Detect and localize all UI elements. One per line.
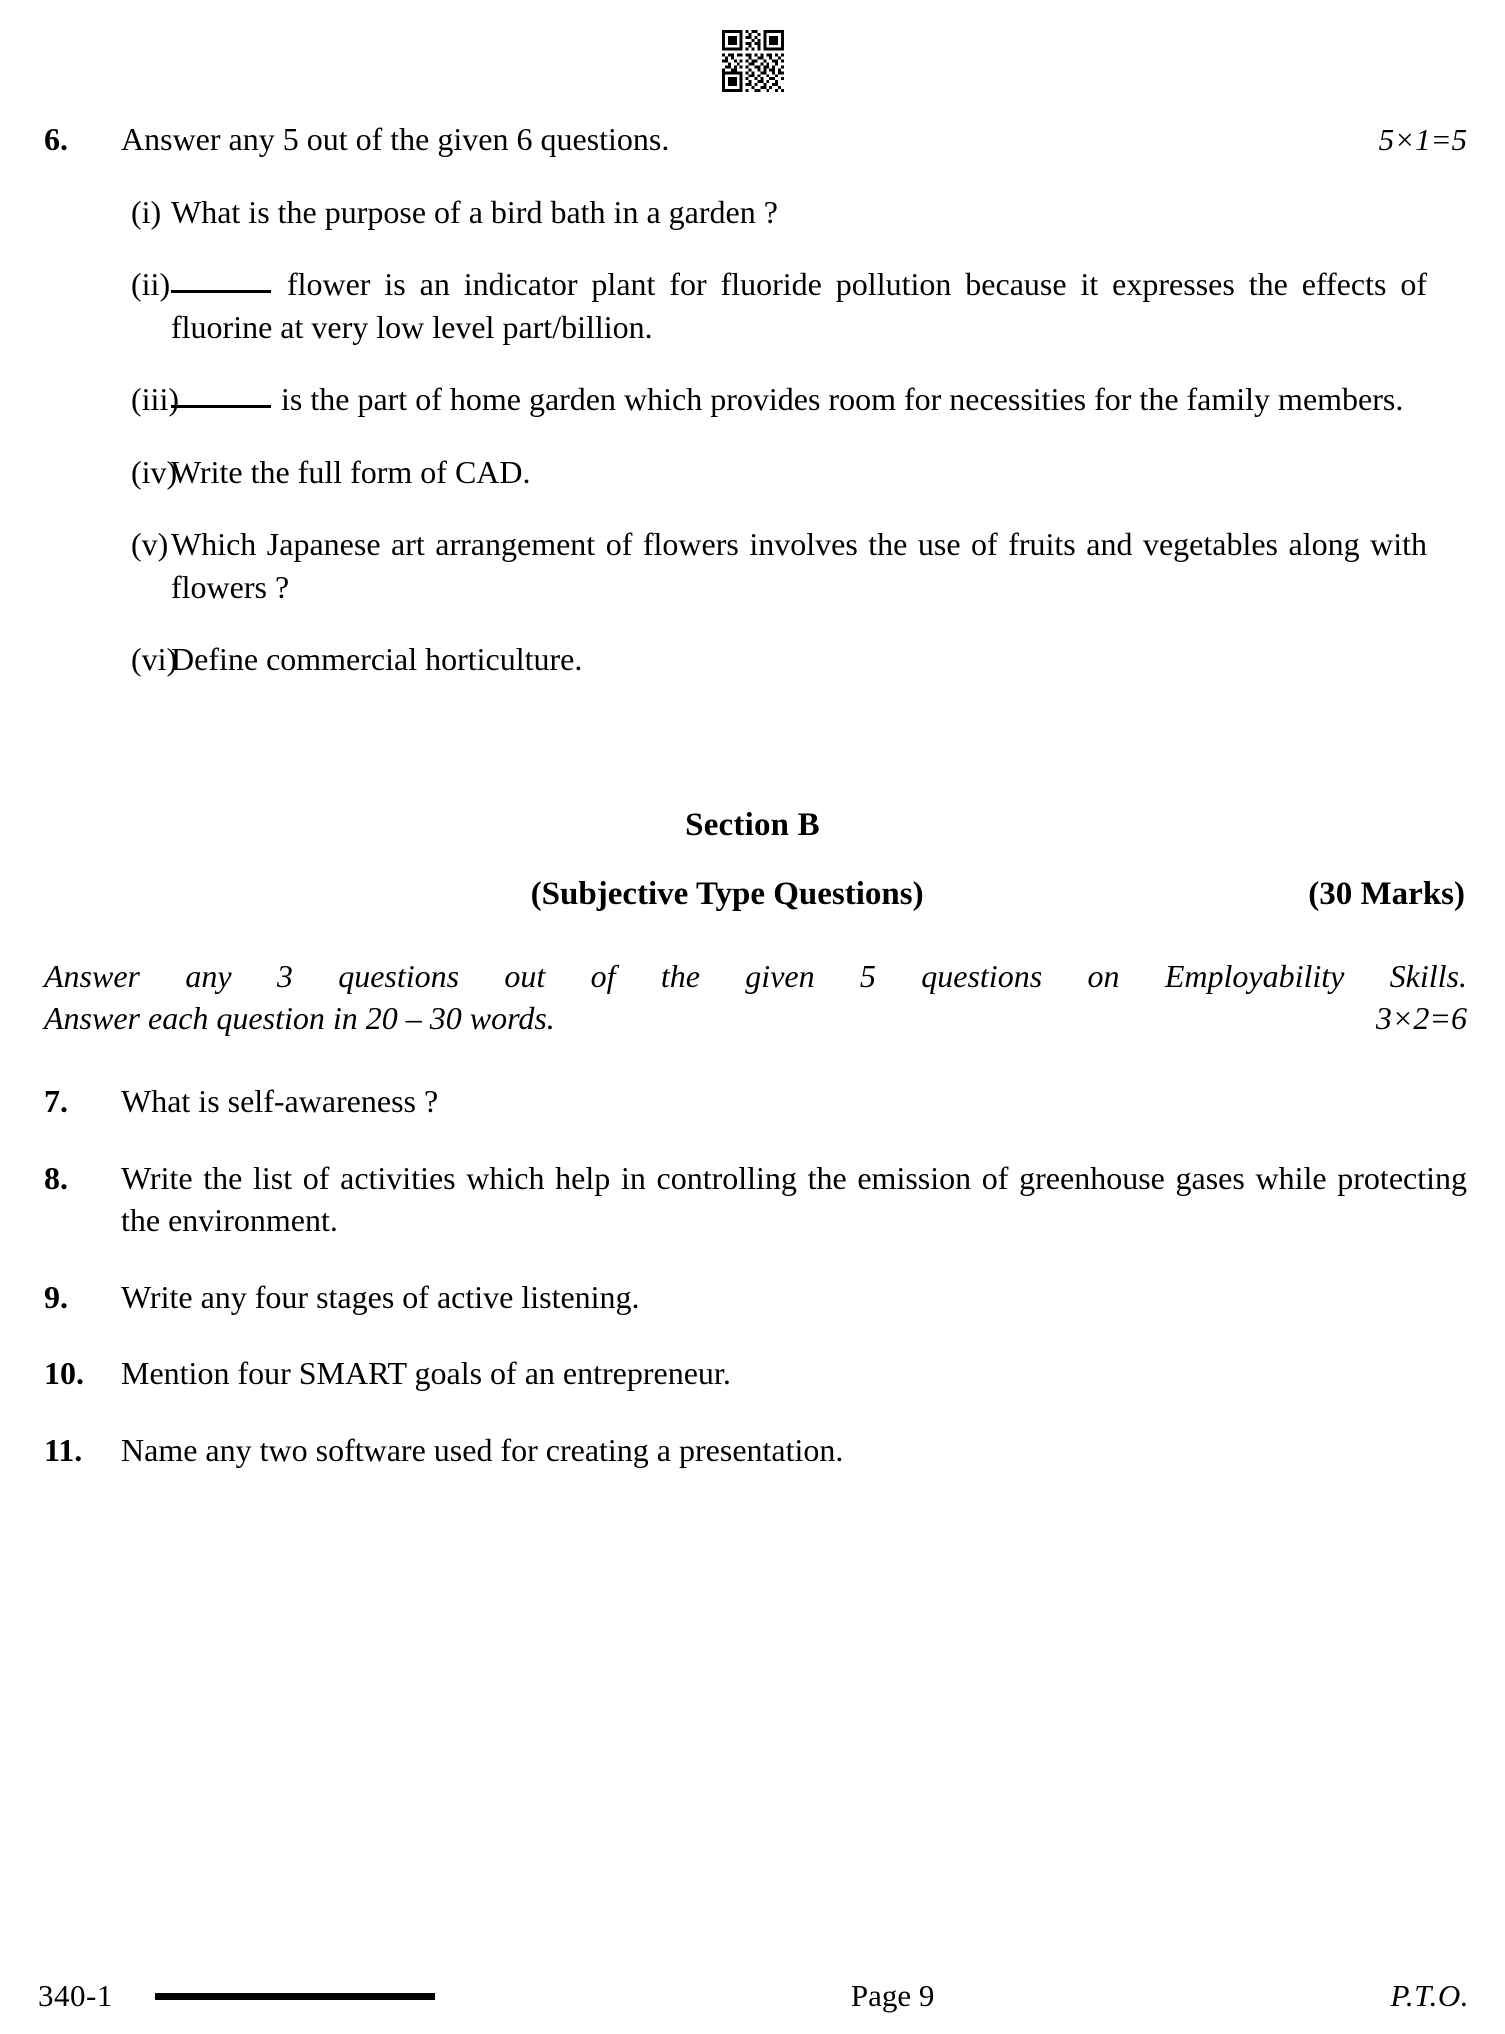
sub-question-i xyxy=(36,191,1469,234)
sub-question-v-label: (v) xyxy=(131,526,169,563)
question-6-header xyxy=(121,118,1467,161)
sub-question-i-label: (i) xyxy=(131,193,162,230)
sub-question-ii xyxy=(36,263,1469,348)
section-b-title: Section B xyxy=(685,806,820,843)
question-8-number: 8. xyxy=(44,1159,68,1196)
question-9-number: 9. xyxy=(44,1278,68,1315)
question-6-number: 6. xyxy=(44,121,68,157)
instruction-marks: 3×2=6 xyxy=(1375,1000,1467,1037)
question-11-text: Name any two software used for creating a presentation. xyxy=(121,1431,844,1468)
page-number: Page 9 xyxy=(850,1978,935,2013)
fill-in-blank xyxy=(171,290,271,293)
sub-question-vi-text: Define commercial horticulture. xyxy=(171,641,583,678)
sub-question-i-text: What is the purpose of a bird bath in a garden ? xyxy=(171,193,778,230)
sub-question-ii-text: flower is an indicator plant for fluoride pollution because it expresses the effects of fluorine at very low level part/billion. xyxy=(171,266,1428,345)
sub-question-iii-label: (iii) xyxy=(131,381,179,418)
question-6 xyxy=(36,118,1469,161)
section-b-subtitle: (Subjective Type Questions) xyxy=(530,875,924,912)
sub-question-iii xyxy=(36,378,1469,421)
instruction-line-1: Answer any 3 questions out of the given 5 questions on Employability Skills. xyxy=(44,957,1467,994)
pto-label: P.T.O. xyxy=(1390,1978,1469,2013)
question-10 xyxy=(36,1352,1469,1395)
sub-question-vi-label: (vi) xyxy=(131,641,178,678)
section-b-subtitle-row xyxy=(36,876,1469,913)
page-footer xyxy=(36,1978,1469,2014)
paper-code: 340-1 xyxy=(38,1978,113,2013)
qr-code-container xyxy=(36,0,1469,92)
section-spacer xyxy=(36,681,1469,807)
question-8-text: Write the list of activities which help in controlling the emission of greenhouse gases while protecting the environment. xyxy=(121,1159,1467,1239)
instruction-line-2 xyxy=(44,997,1467,1040)
question-7 xyxy=(36,1080,1469,1123)
question-11-number: 11. xyxy=(44,1431,83,1468)
question-9-text: Write any four stages of active listening. xyxy=(121,1278,640,1315)
section-b-instructions xyxy=(36,955,1469,1040)
sub-question-v xyxy=(36,523,1469,608)
question-6-prompt: Answer any 5 out of the given 6 questions. xyxy=(121,121,670,157)
question-6-marks: 5×1=5 xyxy=(1378,122,1467,157)
question-8 xyxy=(36,1157,1469,1242)
question-10-text: Mention four SMART goals of an entrepreneur. xyxy=(121,1355,731,1392)
sub-question-v-text: Which Japanese art arrangement of flowers involves the use of fruits and vegetables along with flowers ? xyxy=(171,526,1427,605)
instruction-line-2-text: Answer each question in 20 – 30 words. xyxy=(44,1000,555,1037)
fill-in-blank xyxy=(171,405,271,408)
question-11 xyxy=(36,1429,1469,1472)
qr-code-icon xyxy=(722,30,784,92)
question-7-text: What is self-awareness ? xyxy=(121,1083,439,1120)
sub-question-vi xyxy=(36,638,1469,681)
sub-question-iv-text: Write the full form of CAD. xyxy=(171,453,531,490)
sub-question-iii-text: is the part of home garden which provides room for necessities for the family members. xyxy=(281,381,1404,418)
question-7-number: 7. xyxy=(44,1083,68,1120)
section-b-marks: (30 Marks) xyxy=(1308,875,1465,912)
sub-question-ii-label: (ii) xyxy=(131,266,171,303)
sub-question-iv-label: (iv) xyxy=(131,453,178,490)
footer-divider xyxy=(155,1993,435,2000)
sub-question-iv xyxy=(36,451,1469,494)
question-10-number: 10. xyxy=(44,1355,84,1392)
question-9 xyxy=(36,1276,1469,1319)
